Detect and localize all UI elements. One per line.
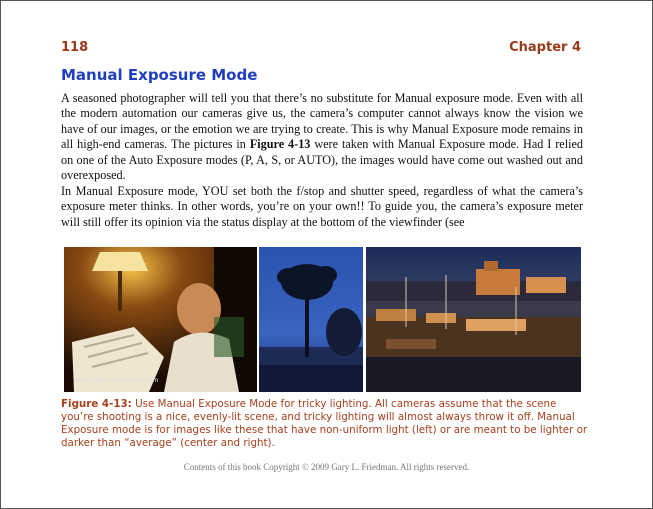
figure-caption xyxy=(61,398,589,450)
paragraph-1-text-a: A seasoned photographer will tell you that there’s no substitute for Manual exposure mode. Even with all the modern automation our cameras give us, the camera’s computer cannot always know the vision we have of our images, or the emotion we are trying to create. This is why Manual Exposure mode remains in all high-end cameras. The pictures in xyxy=(61,91,583,152)
photo-man-reading-image xyxy=(64,247,257,392)
figure-caption-label: Figure 4-13: xyxy=(61,398,132,410)
photo-harbor-image xyxy=(366,247,581,392)
figure-caption-text: Use Manual Exposure Mode for tricky lighting. All cameras assume that the scene you’re shooting is a nice, evenly-lit scene, and tricky lighting will almost always throw it off. Manual Exposure mode is for images like these that have non-uniform light (left) or are meant to be lighter or darker than “average” (center and right). xyxy=(61,398,588,449)
figure-reference: Figure 4-13 xyxy=(249,137,311,152)
copyright-footer: Contents of this book Copyright © 2009 Gary L. Friedman. All rights reserved. xyxy=(183,462,470,472)
page-number: 118 xyxy=(61,40,89,55)
photo-tree-dusk-image xyxy=(259,247,363,392)
paragraph-1-text-b: were taken with Manual Exposure mode. Had I relied on one of the Auto Exposure modes (P, A, S, or AUTO), the images would have come out washed out and overexposed. xyxy=(61,137,583,183)
photo-man-reading xyxy=(64,247,257,392)
body-paragraph-1 xyxy=(61,91,583,183)
photo-harbor xyxy=(366,247,581,392)
photo-watermark: www.FriedmanArchives.com xyxy=(74,377,159,384)
chapter-label: Chapter 4 xyxy=(509,40,581,55)
section-title: Manual Exposure Mode xyxy=(61,66,258,84)
body-paragraph-2: In Manual Exposure mode, YOU set both the f/stop and shutter speed, regardless of what the camera’s exposure meter thinks. In other words, you’re on your own!! To guide you, the camera’s exposure meter will still offer its opinion via the status display at the bottom of the viewfinder (see xyxy=(61,184,583,229)
photo-tree-dusk xyxy=(259,247,363,392)
